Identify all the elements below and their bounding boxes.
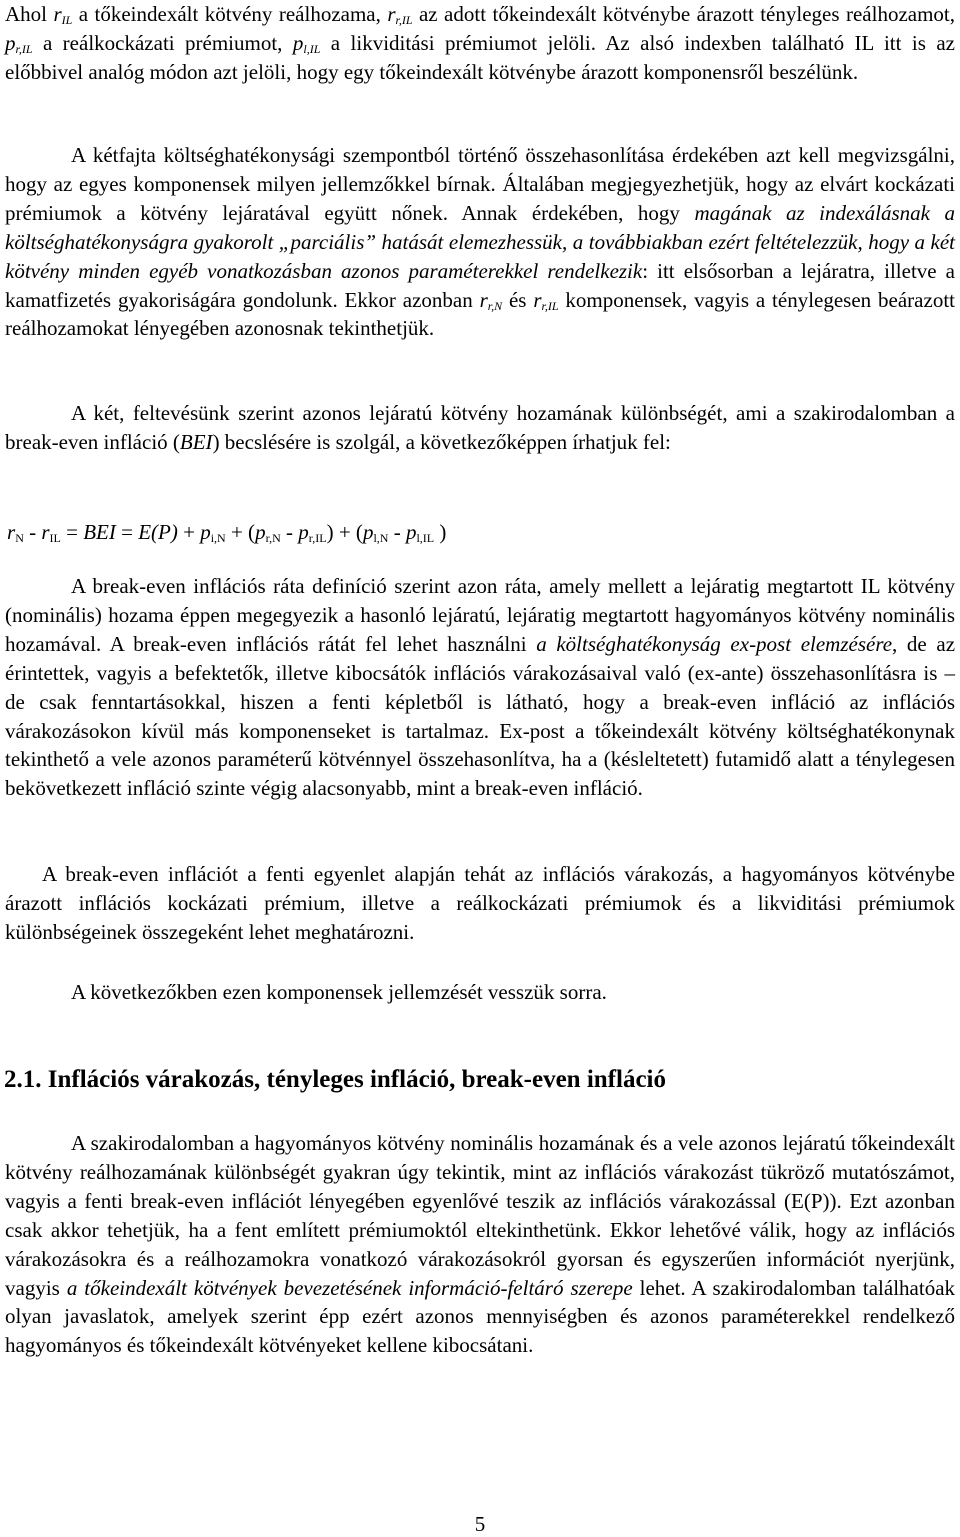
subscript: r,IL — [15, 41, 33, 56]
bei-symbol: BEI — [179, 429, 213, 454]
symbol: r — [479, 287, 488, 312]
formula-subscript: N — [15, 531, 24, 545]
subscript: r,N — [487, 298, 503, 313]
formula-symbol: p — [362, 520, 374, 544]
paragraph-definitions — [5, 0, 955, 87]
symbol: r — [533, 287, 542, 312]
subscript: r,IL — [541, 298, 559, 313]
symbol: p — [5, 30, 16, 55]
formula-symbol: p — [405, 520, 417, 544]
formula-operator: = — [60, 520, 84, 544]
subscript: l,IL — [303, 41, 321, 56]
formula-symbol: r — [7, 520, 16, 544]
bei-formula — [7, 518, 446, 547]
formula-subscript: r,N — [265, 531, 281, 545]
text: A szakirodalomban a hagyományos kötvény nominális hozamának és a vele azonos lejáratú tőkeindexált kötvény reálhozamának különbségét gyakran úgy tekintik, mint az inflációs várakozást tükröző mutatószámot, vagyis a fenti break-even inflációt lényegében egyenlővé teszik az inflációs várakozással (E(P)). Ezt azonban csak akkor tehetjük, ha a fent említett prémiumoktól eltekinthetünk. Ekkor lehetővé válik, hogy az inflációs várakozásokra és a reálhozamokra vonatkozó várakozásokról gyorsan és egyszerűen információt nyerjünk, vagyis — [5, 1131, 955, 1300]
formula-symbol: p — [298, 520, 309, 544]
formula-symbol: BEI — [83, 520, 116, 544]
formula-subscript: i,N — [210, 531, 226, 545]
formula-operator: ) — [434, 520, 447, 544]
emphasis-text: a tőkeindexált kötvények bevezetésének információ-feltáró szerepe — [66, 1275, 633, 1300]
text: a tőkeindexált kötvény reálhozama, — [72, 2, 388, 26]
text: a reálkockázati prémiumot, — [32, 30, 293, 55]
emphasis-text: a költséghatékonyság ex-post elemzésére — [536, 631, 893, 656]
formula-operator: + — [177, 520, 201, 544]
emphasis-text: magának az indexálásnak a költséghatékonyságra gyakorolt „parciális” hatását elemezhessük, a továbbiakban ezért feltételezzük, hogy a két kötvény minden egyéb vonatkozásban azonos paraméterekkel rendelkezik — [5, 200, 955, 283]
text: A kétfajta költséghatékonysági szempontból történő összehasonlítása érdekében azt kell megvizsgálni, hogy az egyes komponensek milyen jellemzőkkel bírnak. Általában megjegyezhetjük, hogy az elvárt kockázati prémiumok a kötvény lejáratával együtt nőnek. Annak érdekében, hogy — [5, 143, 955, 225]
text: A két, feltevésünk szerint azonos lejáratú kötvény hozamának különbségét, ami a szakirodalomban a break-even infláció ( — [5, 401, 955, 454]
text: lehet. A szakirodalomban találhatóak olyan javaslatok, amelyek szerint épp ezért azonos mennyiségben és azonos paraméterekkel rendelkező hagyományos és tőkeindexált kötvényeket kellene kibocsátani. — [5, 1275, 956, 1358]
formula-operator: + ( — [225, 520, 256, 544]
paragraph-section-body — [5, 1129, 955, 1360]
symbol: p — [292, 30, 304, 55]
formula-symbol: E(P) — [138, 520, 178, 544]
formula-symbol: p — [200, 520, 211, 544]
text: komponensek, vagyis a ténylegesen beárazott reálhozamokat lényegében azonosnak tekinthetjük. — [5, 287, 955, 341]
text: Ahol — [5, 2, 54, 26]
paragraph-bei-definition — [5, 572, 955, 803]
text: , de az érintettek, vagyis a befektetők, illetve kibocsátók inflációs várakozásaival való (ex-ante) összehasonlításra is – de csak fenntartásokkal, hiszen a fenti képletből is látható, hogy a break-even infláció az inflációs várakozásokon kívül más komponenseket is tartalmaz. Ex-post a tőkeindexált kötvény költséghatékonynak tekinthető a vele azonos paraméterű kötvénnyel összehasonlítva, ha a (késleltetett) futamidő alatt a ténylegesen bekövetkezett infláció szinte végig alacsonyabb, mint a break-even infláció. — [5, 631, 956, 801]
subscript: IL — [61, 13, 73, 27]
formula-subscript: l,N — [373, 531, 389, 545]
text: és — [502, 287, 534, 312]
formula-symbol: r — [41, 520, 50, 544]
paragraph-bei-components: A break-even inflációt a fenti egyenlet alapján tehát az inflációs várakozás, a hagyományos kötvénybe árazott inflációs kockázati prémium, illetve a reálkockázati prémiumok és a likviditási prémiumok különbségeinek összegeként lehet meghatározni. — [5, 862, 955, 944]
formula-subscript: r,IL — [308, 531, 327, 545]
text: A break-even inflációs ráta definíció szerint azon ráta, amely mellett a lejáratig megtartott IL kötvény (nominális) hozama éppen megegyezik a hasonló lejáratú, lejáratig megtartott hagyományos kötvény nominális hozamával. A break-even inflációs rátát fel lehet használni — [5, 574, 955, 656]
formula-subscript: l,IL — [416, 531, 435, 545]
formula-operator: - — [280, 520, 299, 544]
subscript: r,IL — [395, 13, 413, 27]
section-heading: 2.1. Inflációs várakozás, tényleges infláció, break-even infláció — [4, 1066, 666, 1093]
formula-symbol: p — [255, 520, 266, 544]
formula-operator: - — [23, 520, 42, 544]
symbol: r — [387, 2, 396, 26]
paragraph-bei-intro — [5, 399, 955, 457]
paragraph-comparison — [5, 141, 955, 343]
paragraph-next: A következőkben ezen komponensek jellemzését vesszük sorra. — [71, 980, 607, 1004]
formula-operator: - — [388, 520, 406, 544]
formula-subscript: IL — [49, 531, 61, 545]
text: ) becslésére is szolgál, a következőképpen írhatjuk fel: — [212, 429, 671, 454]
formula-operator: ) + ( — [326, 520, 363, 544]
text: a likviditási prémiumot jelöli. Az alsó indexben található IL itt is az előbbivel analóg módon azt jelöli, hogy egy tőkeindexált kötvénybe árazott komponensről beszélünk. — [5, 30, 955, 84]
text: az adott tőkeindexált kötvénybe árazott tényleges reálhozamot, — [412, 2, 956, 26]
symbol: r — [53, 2, 62, 26]
page-number: 5 — [474, 1512, 486, 1536]
text: : itt elsősorban a lejáratra, illetve a kamatfizetés gyakoriságára gondolunk. Ekkor azonban — [5, 258, 955, 312]
formula-operator: = — [115, 520, 139, 544]
